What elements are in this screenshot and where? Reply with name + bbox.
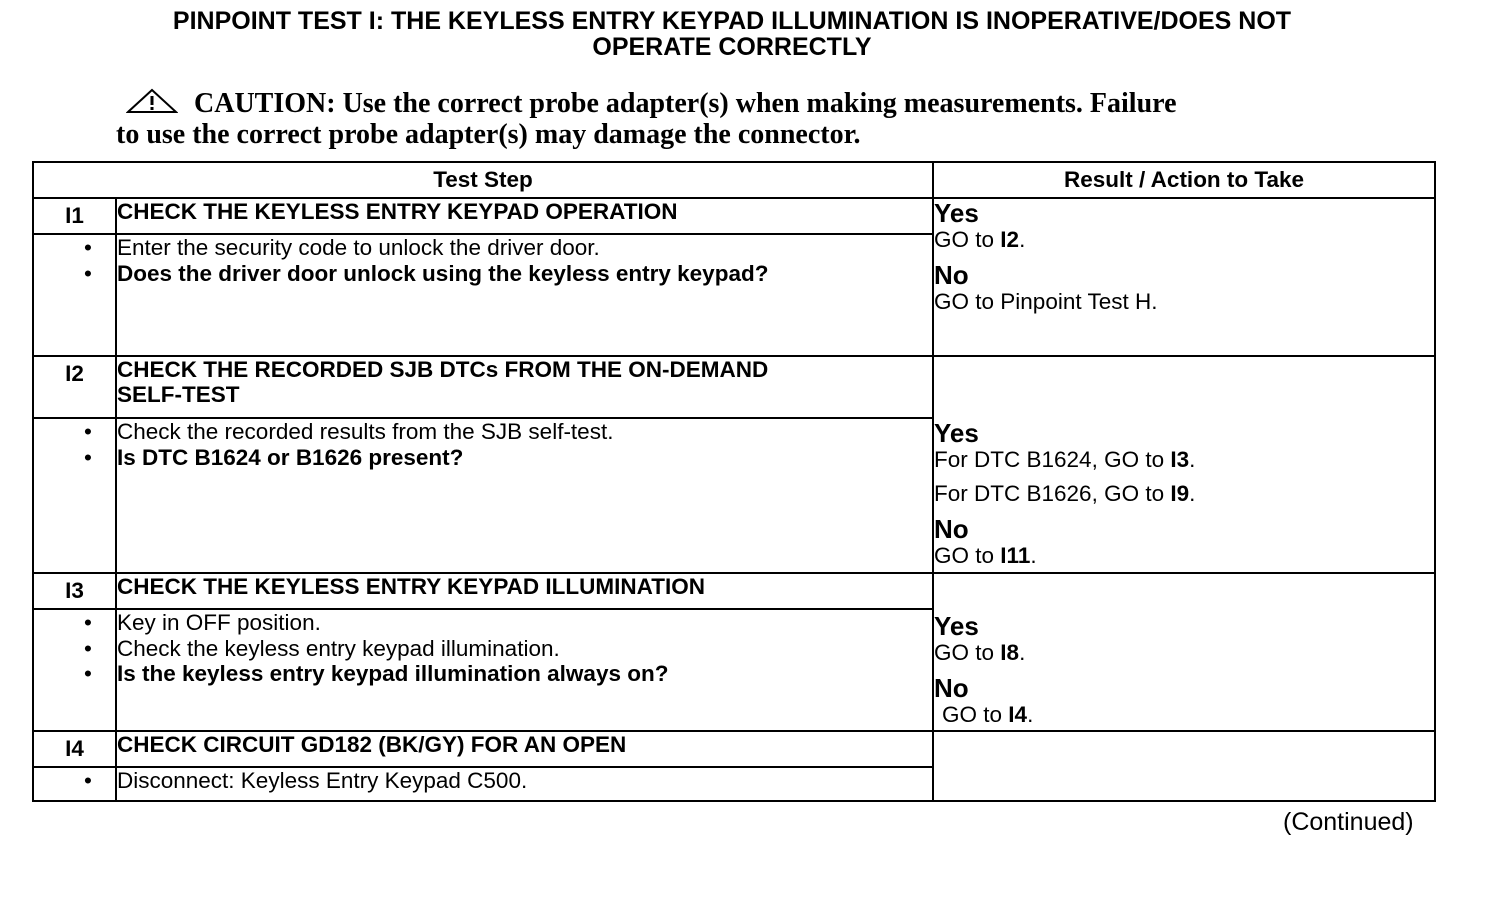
title-line-2: OPERATE CORRECTLY [592, 33, 872, 61]
step-title-row [33, 731, 1435, 767]
step-id: I2 [33, 356, 116, 418]
action-suffix: . [1189, 447, 1196, 472]
yes-action [934, 481, 1434, 507]
step-result [933, 356, 1435, 573]
yes-label: Yes [934, 198, 979, 228]
no-action [934, 702, 1434, 728]
step-title-row [33, 356, 1435, 418]
header-result-action: Result / Action to Take [933, 162, 1435, 198]
step-link[interactable]: I8 [1000, 640, 1020, 665]
caution-notice [116, 88, 1346, 150]
caution-text-line-1: Use the correct probe adapter(s) when making measurements. Failure [342, 88, 1177, 119]
no-label: No [934, 260, 969, 290]
bullet-item: • Check the keyless entry keypad illumination. [0, 636, 932, 662]
step-title: CHECK CIRCUIT GD182 (BK/GY) FOR AN OPEN [116, 731, 933, 767]
step-title: CHECK THE KEYLESS ENTRY KEYPAD OPERATION [116, 198, 933, 234]
yes-label: Yes [934, 611, 979, 641]
step-title: CHECK THE KEYLESS ENTRY KEYPAD ILLUMINATION [116, 573, 933, 609]
yes-action [934, 447, 1434, 473]
bullet-item: • Disconnect: Keyless Entry Keypad C500. [0, 768, 932, 794]
caution-label: CAUTION: [194, 88, 336, 119]
no-action [934, 543, 1434, 569]
bullet-question: • Is the keyless entry keypad illumination always on? [0, 661, 932, 687]
action-suffix: . [1030, 543, 1037, 568]
caution-text-line-2: to use the correct probe adapter(s) may damage the connector. [116, 119, 861, 150]
step-id: I3 [33, 573, 116, 609]
warning-triangle-icon [126, 88, 178, 114]
bullet-item: • Key in OFF position. [0, 610, 932, 636]
bullet-item: • Check the recorded results from the SJB self-test. [0, 419, 932, 445]
action-text: GO to [934, 543, 1001, 568]
step-result [933, 573, 1435, 731]
bullet-question: • Is DTC B1624 or B1626 present? [0, 445, 932, 471]
header-test-step: Test Step [33, 162, 933, 198]
continued-label: (Continued) [1283, 808, 1414, 836]
bullet-question: • Does the driver door unlock using the keyless entry keypad? [0, 261, 932, 287]
yes-label: Yes [934, 418, 979, 448]
action-suffix: . [1019, 227, 1026, 252]
action-text: For DTC B1626, GO to [934, 481, 1171, 506]
step-link[interactable]: I9 [1170, 481, 1190, 506]
bullet-item: • Enter the security code to unlock the driver door. [0, 235, 932, 261]
step-title-line-1: CHECK THE RECORDED SJB DTCs FROM THE ON-DEMAND [117, 357, 769, 382]
title-line-1: PINPOINT TEST I: THE KEYLESS ENTRY KEYPAD ILLUMINATION IS INOPERATIVE/DOES NOT [172, 7, 1292, 35]
table-header-row [33, 162, 1435, 198]
action-suffix: . [1027, 702, 1034, 727]
pinpoint-test-table [32, 161, 1436, 802]
step-title-line-2: SELF-TEST [117, 382, 240, 407]
step-id: I1 [33, 198, 116, 234]
action-text: GO to [942, 702, 1009, 727]
page-title [0, 8, 1464, 60]
step-id: I4 [33, 731, 116, 767]
step-title [116, 356, 933, 418]
yes-action [934, 640, 1434, 666]
no-label: No [934, 673, 969, 703]
step-link[interactable]: I11 [1000, 543, 1031, 568]
step-title-row [33, 573, 1435, 609]
no-action[interactable]: GO to Pinpoint Test H. [934, 289, 1158, 314]
step-instructions [116, 767, 933, 801]
action-text: For DTC B1624, GO to [934, 447, 1171, 472]
step-instructions [116, 234, 933, 356]
step-instructions [116, 609, 933, 731]
action-text: GO to [934, 227, 1001, 252]
step-link[interactable]: I2 [1000, 227, 1020, 252]
step-link[interactable]: I4 [1008, 702, 1028, 727]
step-result [933, 198, 1435, 356]
step-instructions [116, 418, 933, 573]
action-suffix: . [1019, 640, 1026, 665]
no-label: No [934, 514, 969, 544]
step-link[interactable]: I3 [1170, 447, 1190, 472]
action-text: GO to [934, 640, 1001, 665]
yes-action [934, 227, 1434, 253]
step-result [933, 731, 1435, 801]
step-title-row [33, 198, 1435, 234]
action-suffix: . [1189, 481, 1196, 506]
